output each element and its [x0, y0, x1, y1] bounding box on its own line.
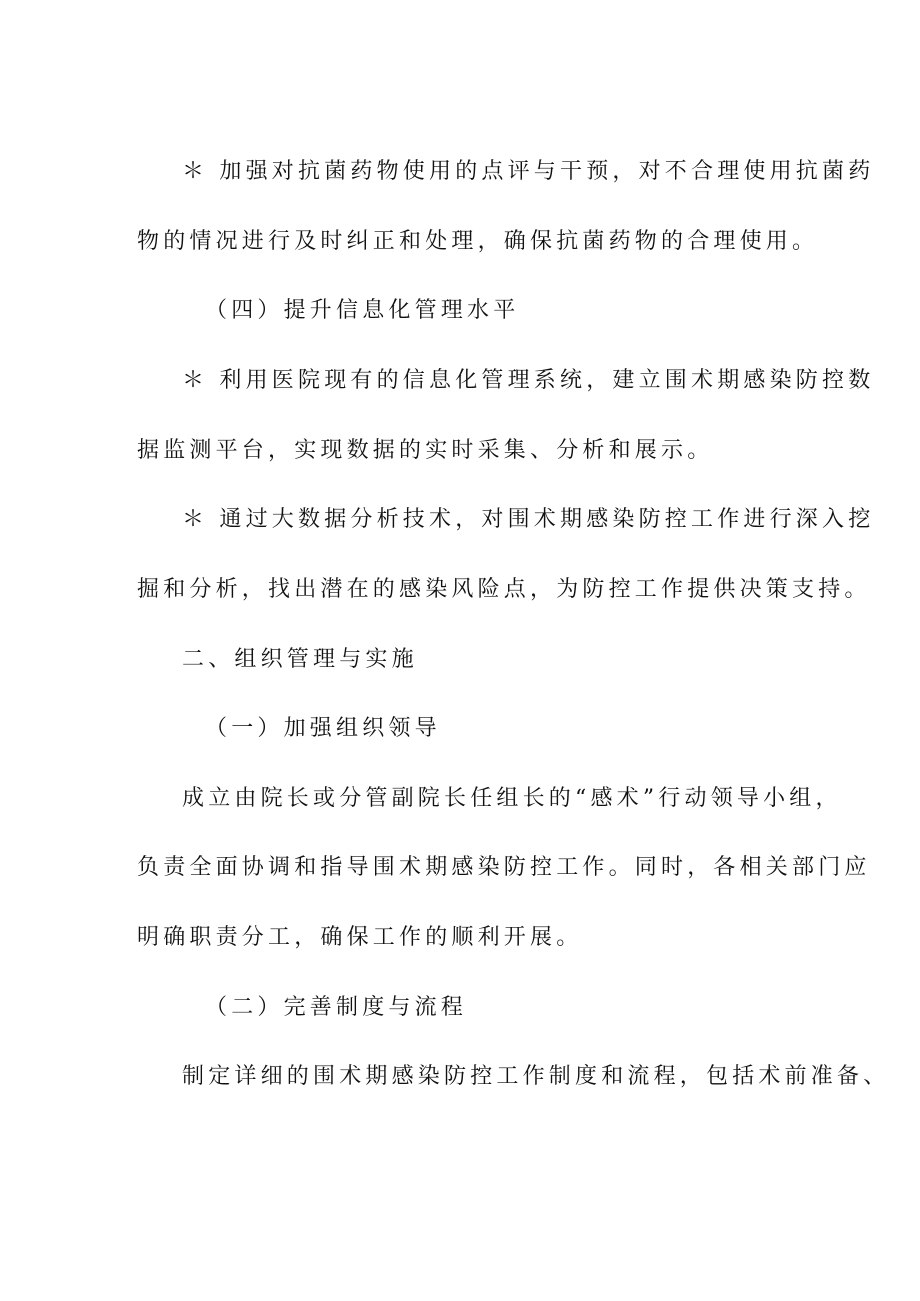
subheading-leadership: （一）加强组织领导: [205, 716, 441, 741]
section-heading-organization: 二、组织管理与实施: [182, 647, 418, 672]
bullet-line-info-system: ＊ 利用医院现有的信息化管理系统，建立围术期感染防控数: [182, 368, 875, 393]
subheading-info-management: （四）提升信息化管理水平: [205, 298, 520, 323]
bullet-line-big-data: ＊ 通过大数据分析技术，对围术期感染防控工作进行深入挖: [182, 507, 875, 532]
text-line: 成立由院长或分管副院长任组长的“感术”行动领导小组，: [182, 786, 842, 811]
subheading-system-process: （二）完善制度与流程: [205, 995, 468, 1020]
text-line: 制定详细的围术期感染防控工作制度和流程，包括术前准备、: [182, 1064, 890, 1089]
text-line: 负责全面协调和指导围术期感染防控工作。同时，各相关部门应: [137, 855, 871, 880]
bullet-line-antibiotic-review: ＊ 加强对抗菌药物使用的点评与干预，对不合理使用抗菌药: [182, 159, 875, 184]
text-line: 据监测平台，实现数据的实时采集、分析和展示。: [137, 438, 714, 463]
text-line: 物的情况进行及时纠正和处理，确保抗菌药物的合理使用。: [137, 229, 819, 254]
text-line: 明确职责分工，确保工作的顺利开展。: [137, 925, 583, 950]
text-line: 掘和分析，找出潜在的感染风险点，为防控工作提供决策支持。: [137, 577, 871, 602]
